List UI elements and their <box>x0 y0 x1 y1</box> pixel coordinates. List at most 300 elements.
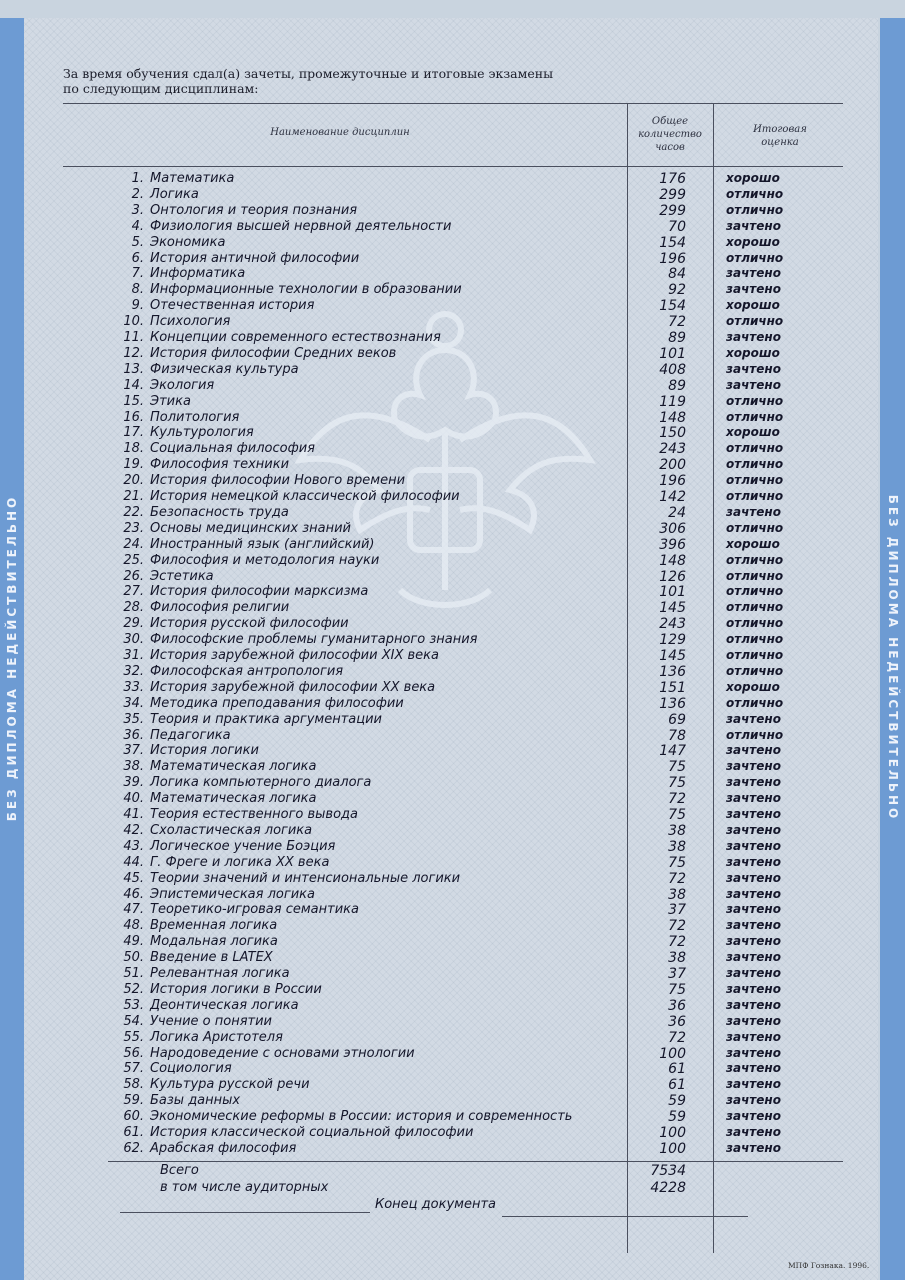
discipline-hours: 84 <box>668 266 686 283</box>
list-item <box>0 632 905 648</box>
discipline-grade: зачтено <box>726 361 781 376</box>
discipline-hours: 92 <box>668 282 686 299</box>
discipline-number: 6. <box>131 250 144 266</box>
discipline-name: Эстетика <box>150 568 214 584</box>
discipline-grade: зачтено <box>726 218 781 233</box>
list-item <box>0 664 905 680</box>
auditory-hours: 4228 <box>650 1180 686 1196</box>
discipline-number: 47. <box>123 902 144 918</box>
discipline-number: 54. <box>123 1013 144 1029</box>
list-item <box>0 823 905 839</box>
discipline-number: 24. <box>123 536 144 552</box>
discipline-number: 62. <box>123 1140 144 1156</box>
discipline-number: 2. <box>131 186 144 202</box>
discipline-hours: 24 <box>668 504 686 521</box>
discipline-hours: 408 <box>659 361 686 378</box>
list-item <box>0 266 905 282</box>
discipline-number: 48. <box>123 918 144 934</box>
list-item <box>0 1077 905 1093</box>
discipline-hours: 148 <box>659 552 686 569</box>
discipline-number: 9. <box>131 298 144 314</box>
discipline-grade: зачтено <box>726 1125 781 1139</box>
discipline-grade: зачтено <box>726 934 781 949</box>
list-item <box>0 235 905 251</box>
list-item <box>0 251 905 267</box>
discipline-number: 11. <box>123 330 144 345</box>
discipline-grade: отлично <box>726 409 784 424</box>
list-item <box>0 584 905 600</box>
discipline-hours: 61 <box>668 1077 686 1094</box>
discipline-name: Релевантная логика <box>150 966 290 981</box>
discipline-name: Информатика <box>150 266 246 282</box>
discipline-name: Арабская философия <box>150 1140 297 1156</box>
list-item <box>0 696 905 712</box>
discipline-number: 29. <box>123 616 144 632</box>
table-top-rule <box>63 103 843 104</box>
discipline-number: 5. <box>131 234 144 250</box>
list-item <box>0 728 905 744</box>
discipline-hours: 78 <box>668 727 686 744</box>
discipline-hours: 89 <box>668 377 686 394</box>
discipline-name: Математическая логика <box>150 791 317 807</box>
list-item <box>0 537 905 553</box>
list-item <box>0 600 905 616</box>
list-item <box>0 473 905 489</box>
discipline-grade: зачтено <box>726 822 781 837</box>
list-item <box>0 489 905 505</box>
list-item <box>0 855 905 871</box>
side-stamp-left: БЕЗ ДИПЛОМА НЕДЕЙСТВИТЕЛЬНО <box>5 494 19 822</box>
discipline-number: 33. <box>123 679 144 695</box>
discipline-grade: зачтено <box>726 966 781 980</box>
list-item <box>0 712 905 728</box>
list-item <box>0 219 905 235</box>
discipline-name: Информационные технологии в образовании <box>150 282 462 298</box>
discipline-name: Философские проблемы гуманитарного знания <box>150 632 478 648</box>
discipline-hours: 59 <box>668 1093 686 1110</box>
discipline-name: История зарубежной философии XX века <box>150 679 436 695</box>
discipline-number: 30. <box>123 632 144 648</box>
list-item <box>0 282 905 298</box>
discipline-name: Учение о понятии <box>150 1013 273 1029</box>
discipline-hours: 75 <box>668 759 686 776</box>
discipline-hours: 38 <box>668 838 686 855</box>
discipline-name: История логики в России <box>150 981 322 997</box>
discipline-name: История философии Средних веков <box>150 345 397 361</box>
header-discipline: Наименование дисциплин <box>270 127 410 138</box>
discipline-grade: зачтено <box>726 1140 781 1155</box>
discipline-hours: 37 <box>668 902 686 919</box>
discipline-name: Методика преподавания философии <box>150 695 404 711</box>
list-item <box>0 934 905 950</box>
discipline-name: Психология <box>150 314 231 330</box>
list-item <box>0 314 905 330</box>
discipline-name: Иностранный язык (английский) <box>150 536 375 552</box>
discipline-grade: зачтено <box>726 1061 781 1076</box>
discipline-grade: отлично <box>726 314 784 329</box>
intro-text <box>63 66 553 96</box>
list-item <box>0 1030 905 1046</box>
discipline-name: История зарубежной философии XIX века <box>150 648 439 663</box>
discipline-name: Схоластическая логика <box>150 822 313 838</box>
discipline-name: Теоретико-игровая семантика <box>150 902 359 918</box>
list-item <box>0 394 905 410</box>
discipline-number: 42. <box>123 822 144 838</box>
discipline-grade: отлично <box>726 616 784 631</box>
discipline-grade: зачтено <box>726 1045 781 1060</box>
discipline-hours: 72 <box>668 314 686 331</box>
discipline-name: Экономические реформы в России: история и современность <box>150 1109 573 1125</box>
total-hours: 7534 <box>650 1163 686 1179</box>
discipline-grade: зачтено <box>726 838 781 853</box>
end-of-document: Конец документа <box>375 1197 496 1212</box>
discipline-name: Этика <box>150 393 191 409</box>
discipline-hours: 129 <box>659 632 686 649</box>
header-hours-line-1: Общее <box>651 116 689 127</box>
discipline-number: 21. <box>123 489 144 504</box>
discipline-number: 36. <box>123 727 144 743</box>
discipline-grade: зачтено <box>726 775 781 790</box>
discipline-grade: зачтено <box>726 282 781 297</box>
discipline-name: Временная логика <box>150 918 278 934</box>
discipline-number: 41. <box>123 807 144 822</box>
list-item <box>0 966 905 982</box>
discipline-grade: зачтено <box>726 1077 781 1092</box>
discipline-hours: 75 <box>668 807 686 823</box>
discipline-name: Логика <box>150 186 199 202</box>
discipline-hours: 72 <box>668 870 686 887</box>
discipline-hours: 75 <box>668 854 686 871</box>
discipline-grade: отлично <box>726 441 784 456</box>
discipline-name: Экология <box>150 377 215 393</box>
discipline-grade: отлично <box>726 552 784 567</box>
discipline-hours: 38 <box>668 886 686 903</box>
discipline-number: 8. <box>131 282 144 298</box>
discipline-grade: зачтено <box>726 1013 781 1028</box>
discipline-grade: зачтено <box>726 902 781 917</box>
discipline-name: Народоведение с основами этнологии <box>150 1045 415 1061</box>
discipline-grade: зачтено <box>726 759 781 774</box>
discipline-hours: 89 <box>668 330 686 346</box>
discipline-name: Социология <box>150 1061 232 1077</box>
discipline-number: 43. <box>123 838 144 854</box>
discipline-number: 45. <box>123 870 144 886</box>
discipline-hours: 38 <box>668 822 686 839</box>
list-item <box>0 330 905 346</box>
discipline-name: Математическая логика <box>150 759 317 775</box>
list-item <box>0 887 905 903</box>
discipline-grade: отлично <box>726 584 784 599</box>
discipline-number: 13. <box>123 361 144 377</box>
list-item <box>0 378 905 394</box>
discipline-name: Логика компьютерного диалога <box>150 775 372 791</box>
discipline-hours: 101 <box>659 584 686 601</box>
discipline-number: 56. <box>123 1045 144 1061</box>
list-item <box>0 346 905 362</box>
discipline-number: 27. <box>123 584 144 600</box>
discipline-name: Философия и методология науки <box>150 552 380 568</box>
printer-imprint: МПФ Гознака. 1996. <box>788 1261 870 1270</box>
discipline-hours: 100 <box>659 1125 686 1141</box>
discipline-hours: 151 <box>659 679 686 696</box>
discipline-name: Физическая культура <box>150 361 299 377</box>
discipline-hours: 69 <box>668 711 686 728</box>
discipline-hours: 126 <box>659 568 686 585</box>
list-item <box>0 648 905 664</box>
discipline-grade: зачтено <box>726 807 781 821</box>
discipline-name: Модальная логика <box>150 934 278 950</box>
totals-rule <box>108 1161 843 1162</box>
discipline-hours: 101 <box>659 345 686 362</box>
discipline-number: 38. <box>123 759 144 775</box>
discipline-number: 7. <box>131 266 144 282</box>
discipline-name: Теория естественного вывода <box>150 807 359 822</box>
discipline-grade: отлично <box>726 648 784 662</box>
discipline-number: 35. <box>123 711 144 727</box>
list-item <box>0 1093 905 1109</box>
discipline-number: 4. <box>131 218 144 234</box>
discipline-grade: зачтено <box>726 1109 781 1124</box>
discipline-hours: 396 <box>659 536 686 553</box>
discipline-number: 14. <box>123 377 144 393</box>
list-item <box>0 871 905 887</box>
discipline-name: Теории значений и интенсиональные логики <box>150 870 461 886</box>
discipline-name: Педагогика <box>150 727 231 743</box>
discipline-name: История философии Нового времени <box>150 473 406 489</box>
list-item <box>0 171 905 187</box>
discipline-name: Философская антропология <box>150 663 344 679</box>
discipline-hours: 70 <box>668 218 686 235</box>
discipline-name: Онтология и теория познания <box>150 202 358 218</box>
discipline-number: 3. <box>131 202 144 218</box>
discipline-hours: 147 <box>659 743 686 760</box>
list-item <box>0 839 905 855</box>
header-hours <box>630 115 710 154</box>
discipline-number: 39. <box>123 775 144 791</box>
discipline-number: 26. <box>123 568 144 584</box>
discipline-name: Основы медицинских знаний <box>150 520 351 536</box>
list-item <box>0 457 905 473</box>
discipline-number: 32. <box>123 663 144 679</box>
list-item <box>0 791 905 807</box>
discipline-name: Отечественная история <box>150 298 315 314</box>
end-rule-left <box>120 1212 370 1213</box>
list-item <box>0 1046 905 1062</box>
discipline-name: Политология <box>150 409 240 425</box>
discipline-grade: отлично <box>726 250 784 265</box>
discipline-hours: 100 <box>659 1045 686 1062</box>
discipline-number: 16. <box>123 409 144 425</box>
list-item <box>0 982 905 998</box>
discipline-name: История логики <box>150 743 259 759</box>
discipline-grade: отлично <box>726 632 784 647</box>
list-item <box>0 918 905 934</box>
discipline-name: Экономика <box>150 234 226 250</box>
list-item <box>0 187 905 203</box>
list-item <box>0 298 905 314</box>
discipline-hours: 200 <box>659 457 686 474</box>
discipline-hours: 75 <box>668 981 686 998</box>
header-grade-line-1: Итоговая <box>753 124 807 135</box>
discipline-grade: отлично <box>726 695 784 710</box>
header-hours-line-3: часов <box>655 142 685 153</box>
list-item <box>0 1061 905 1077</box>
discipline-number: 46. <box>123 886 144 902</box>
discipline-grade: зачтено <box>726 997 781 1012</box>
discipline-grade: отлично <box>726 393 784 408</box>
discipline-hours: 72 <box>668 1029 686 1046</box>
intro-line-2: по следующим дисциплинам: <box>63 81 259 96</box>
discipline-name: Философия техники <box>150 457 290 473</box>
header-hours-line-2: количество <box>638 129 702 140</box>
discipline-grade: отлично <box>726 457 784 472</box>
header-grade <box>720 123 840 149</box>
discipline-grade: отлично <box>726 600 784 615</box>
discipline-number: 10. <box>123 314 144 330</box>
discipline-number: 53. <box>123 997 144 1013</box>
discipline-hours: 154 <box>659 234 686 251</box>
discipline-grade: зачтено <box>726 711 781 726</box>
discipline-hours: 59 <box>668 1109 686 1126</box>
discipline-number: 49. <box>123 934 144 950</box>
discipline-hours: 243 <box>659 616 686 633</box>
discipline-name: Базы данных <box>150 1093 241 1109</box>
discipline-grade: зачтено <box>726 791 781 806</box>
discipline-hours: 176 <box>659 171 686 187</box>
discipline-number: 22. <box>123 504 144 520</box>
list-item <box>0 410 905 426</box>
discipline-grade: отлично <box>726 663 784 678</box>
discipline-hours: 100 <box>659 1140 686 1157</box>
list-item <box>0 1125 905 1141</box>
discipline-grade: зачтено <box>726 504 781 519</box>
discipline-name: Логическое учение Боэция <box>150 838 336 854</box>
discipline-name: Теория и практика аргументации <box>150 711 383 727</box>
discipline-name: История немецкой классической философии <box>150 489 460 504</box>
discipline-number: 61. <box>123 1125 144 1140</box>
discipline-number: 55. <box>123 1029 144 1045</box>
discipline-grade: отлично <box>726 186 784 201</box>
header-grade-line-2: оценка <box>761 137 799 148</box>
discipline-grade: зачтено <box>726 886 781 901</box>
discipline-name: Безопасность труда <box>150 504 289 520</box>
discipline-hours: 299 <box>659 186 686 203</box>
discipline-number: 40. <box>123 791 144 807</box>
discipline-number: 50. <box>123 950 144 966</box>
list-item <box>0 1109 905 1125</box>
side-stamp-right: БЕЗ ДИПЛОМА НЕДЕЙСТВИТЕЛЬНО <box>885 494 900 822</box>
list-item <box>0 998 905 1014</box>
discipline-grade: зачтено <box>726 918 781 933</box>
discipline-grade: зачтено <box>726 743 781 758</box>
list-item <box>0 441 905 457</box>
discipline-grade: отлично <box>726 473 784 488</box>
discipline-number: 28. <box>123 600 144 616</box>
list-item <box>0 759 905 775</box>
discipline-grade: зачтено <box>726 981 781 996</box>
list-item <box>0 1141 905 1157</box>
discipline-hours: 306 <box>659 520 686 537</box>
list-item <box>0 950 905 966</box>
discipline-number: 20. <box>123 473 144 489</box>
list-item <box>0 569 905 585</box>
discipline-number: 31. <box>123 648 144 663</box>
end-rule-right <box>502 1216 748 1217</box>
discipline-hours: 75 <box>668 775 686 792</box>
list-item <box>0 616 905 632</box>
discipline-grade: хорошо <box>726 298 780 313</box>
discipline-hours: 38 <box>668 950 686 967</box>
discipline-name: История античной философии <box>150 250 360 266</box>
discipline-grade: зачтено <box>726 377 781 392</box>
discipline-name: Математика <box>150 171 235 186</box>
discipline-grade: хорошо <box>726 536 780 551</box>
discipline-name: Философия религии <box>150 600 290 616</box>
discipline-hours: 142 <box>659 489 686 505</box>
list-item <box>0 425 905 441</box>
discipline-number: 58. <box>123 1077 144 1093</box>
discipline-hours: 119 <box>659 393 686 410</box>
discipline-grade: зачтено <box>726 1029 781 1044</box>
discipline-hours: 72 <box>668 791 686 808</box>
discipline-number: 1. <box>131 171 144 186</box>
discipline-hours: 148 <box>659 409 686 426</box>
discipline-grade: зачтено <box>726 870 781 885</box>
list-item <box>0 203 905 219</box>
list-item <box>0 743 905 759</box>
discipline-number: 34. <box>123 695 144 711</box>
discipline-hours: 243 <box>659 441 686 458</box>
discipline-number: 37. <box>123 743 144 759</box>
discipline-grade: зачтено <box>726 1093 781 1108</box>
discipline-number: 12. <box>123 345 144 361</box>
discipline-name: Социальная философия <box>150 441 315 457</box>
list-item <box>0 680 905 696</box>
discipline-grade: хорошо <box>726 171 780 185</box>
discipline-hours: 299 <box>659 202 686 219</box>
list-item <box>0 807 905 823</box>
discipline-number: 44. <box>123 854 144 870</box>
discipline-number: 23. <box>123 520 144 536</box>
discipline-name: Культура русской речи <box>150 1077 310 1093</box>
discipline-hours: 196 <box>659 250 686 267</box>
discipline-name: История классической социальной философии <box>150 1125 474 1140</box>
discipline-hours: 136 <box>659 695 686 712</box>
discipline-number: 19. <box>123 457 144 473</box>
table-header-rule <box>63 166 843 167</box>
discipline-number: 15. <box>123 393 144 409</box>
list-item <box>0 775 905 791</box>
discipline-hours: 36 <box>668 1013 686 1030</box>
discipline-hours: 150 <box>659 425 686 442</box>
discipline-hours: 37 <box>668 966 686 982</box>
discipline-number: 18. <box>123 441 144 457</box>
discipline-name: Культурология <box>150 425 254 441</box>
discipline-grade: отлично <box>726 202 784 217</box>
discipline-hours: 196 <box>659 473 686 490</box>
list-item <box>0 1014 905 1030</box>
list-item <box>0 553 905 569</box>
discipline-grade: зачтено <box>726 330 781 344</box>
discipline-hours: 136 <box>659 663 686 680</box>
list-item <box>0 362 905 378</box>
discipline-hours: 145 <box>659 600 686 617</box>
discipline-hours: 72 <box>668 918 686 935</box>
discipline-name: Концепции современного естествознания <box>150 330 441 345</box>
discipline-hours: 72 <box>668 934 686 951</box>
discipline-name: История философии марксизма <box>150 584 369 600</box>
discipline-number: 51. <box>123 966 144 981</box>
